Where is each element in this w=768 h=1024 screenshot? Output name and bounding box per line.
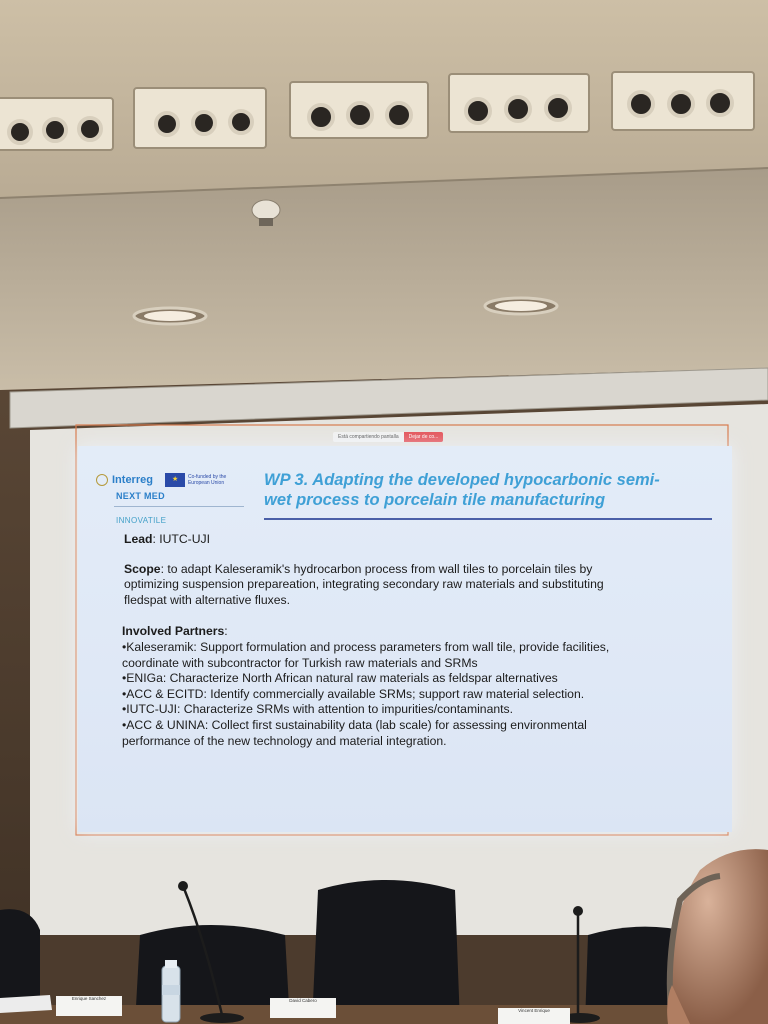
title-underline <box>264 518 712 520</box>
scope-label: Scope <box>124 561 161 576</box>
interreg-emblem-icon <box>96 474 108 486</box>
screen-share-status: Está compartiendo pantalla <box>333 432 404 442</box>
lead-line <box>124 532 714 548</box>
list-item: •ACC & UNINA: Collect first sustainability data (lab scale) for assessing environmental <box>122 717 587 732</box>
eu-flag-icon <box>165 473 185 487</box>
list-item: •Kaleseramik: Support formulation and process parameters from wall tile, provide facilities, <box>122 639 610 654</box>
partners-heading: Involved Partners: <box>122 624 228 639</box>
slide-title-line-1: WP 3. Adapting the developed hypocarbonic semi- <box>264 471 660 489</box>
interreg-wordmark: Interreg <box>112 474 153 486</box>
partners-list <box>122 624 714 749</box>
interreg-logo <box>96 473 244 487</box>
scope-line-2: optimizing suspension prepareation, integrating secondary raw materials and substituting <box>124 577 604 592</box>
list-item: •ACC & ECITD: Identify commercially available SRMs; support raw material selection. <box>122 686 585 701</box>
cofunded-text: Co-funded by the European Union <box>187 474 227 486</box>
project-name: INNOVATILE <box>116 516 167 525</box>
list-item: coordinate with subcontractor for Turkish raw materials and SRMs <box>122 655 478 670</box>
lead-label: Lead <box>124 532 153 546</box>
lead-value: : IUTC-UJI <box>152 532 210 546</box>
stop-sharing-button[interactable]: Dejar de co... <box>404 432 444 442</box>
screen-share-bar <box>333 432 443 442</box>
list-item: •ENIGa: Characterize North African natural raw materials as feldspar alternatives <box>122 671 558 686</box>
name-plate-right: Vincent Enrique <box>498 1008 570 1024</box>
slide-body <box>124 532 714 749</box>
name-plate-left: Enrique Sanchez <box>56 996 122 1016</box>
list-item: •IUTC-UJI: Characterize SRMs with attention to impurities/contaminants. <box>122 702 514 717</box>
program-name: NEXT MED <box>116 491 165 501</box>
list-item: performance of the new technology and material integration. <box>122 733 447 748</box>
slide-title <box>264 470 724 510</box>
ceiling-lower <box>0 168 768 390</box>
name-plate-middle: David Cabero <box>270 998 336 1018</box>
smoke-detector <box>252 200 280 220</box>
scope-line-1: Scope: to adapt Kaleseramik's hydrocarbon process from wall tiles to porcelain tiles by <box>124 561 593 576</box>
slide-title-line-2: wet process to porcelain tile manufacturing <box>264 491 606 509</box>
scope-line-3: fledspat with alternative fluxes. <box>124 592 290 607</box>
logo-divider <box>114 506 244 507</box>
presentation-slide <box>78 446 732 832</box>
